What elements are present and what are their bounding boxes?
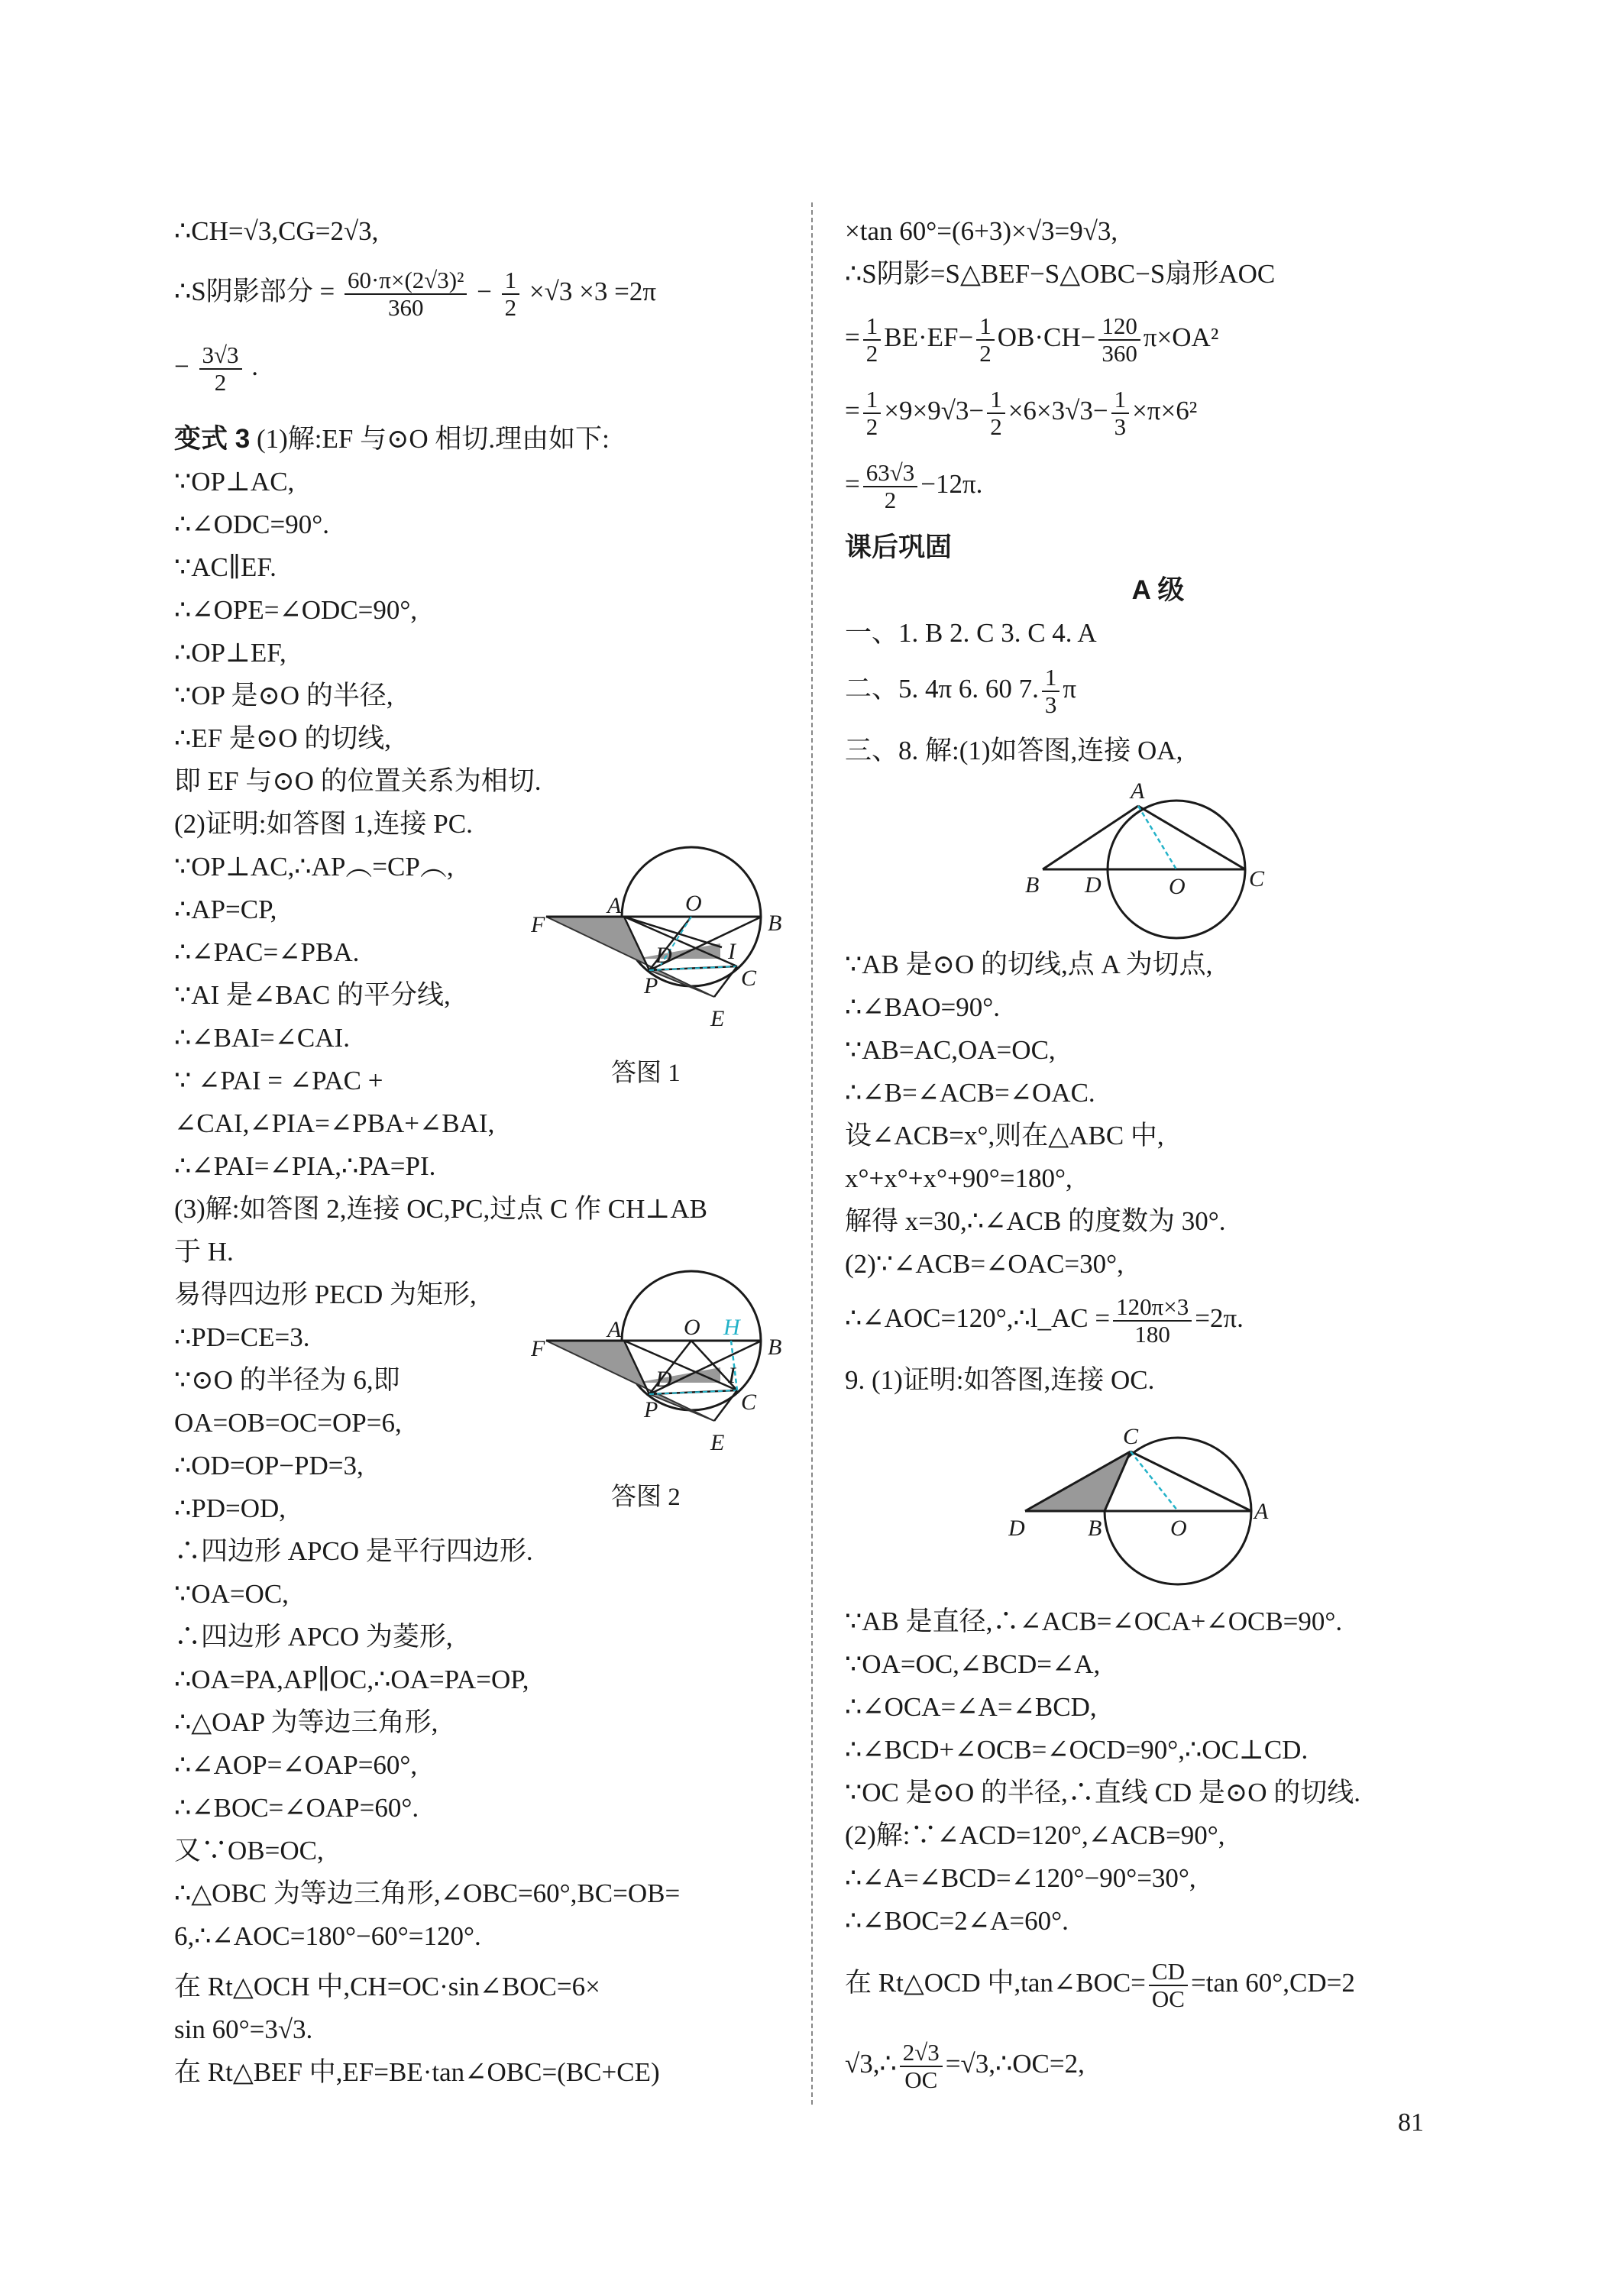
numerator: 1 bbox=[863, 387, 882, 414]
text-line: 解得 x=30,∴∠ACB 的度数为 30°. bbox=[845, 1206, 1226, 1236]
label-f: F bbox=[531, 1336, 545, 1361]
numerator: 1 bbox=[987, 387, 1005, 414]
line-oa bbox=[1138, 806, 1176, 869]
q9-figure bbox=[1008, 1406, 1322, 1589]
label-b: B bbox=[768, 1335, 782, 1360]
fraction bbox=[1111, 387, 1130, 440]
fraction bbox=[863, 460, 918, 513]
denominator: 2 bbox=[979, 340, 992, 367]
text-segment: (1)解:EF 与⊙O 相切.理由如下: bbox=[256, 424, 610, 454]
numerator: 120 bbox=[1098, 313, 1140, 341]
line-ai bbox=[624, 917, 722, 947]
line-ac bbox=[1138, 806, 1245, 869]
numerator: 1 bbox=[1111, 387, 1130, 414]
answers-fill bbox=[845, 665, 1076, 718]
denominator: 2 bbox=[884, 487, 897, 513]
label-o: O bbox=[1170, 1516, 1187, 1541]
fraction bbox=[863, 387, 882, 440]
text-segment: 在 Rt△OCD 中,tan∠BOC= bbox=[845, 1968, 1146, 1998]
denominator: 2 bbox=[865, 413, 878, 440]
text-line: ∵AB 是⊙O 的切线,点 A 为切点, bbox=[845, 950, 1213, 979]
denominator: 360 bbox=[387, 294, 424, 321]
text-line: 6,∴∠AOC=180°−60°=120°. bbox=[174, 1921, 481, 1951]
text-line: ∴△OAP 为等边三角形, bbox=[174, 1707, 438, 1737]
label-h: H bbox=[723, 1315, 740, 1340]
text-line: ∴AP=CP, bbox=[174, 895, 277, 924]
answer-figure-1 bbox=[531, 844, 798, 1035]
text-line: ∴∠ODC=90°. bbox=[174, 510, 329, 539]
formula-line bbox=[845, 387, 1197, 440]
text-line: ∵AB=AC,OA=OC, bbox=[845, 1035, 1056, 1065]
label-d: D bbox=[1008, 1516, 1025, 1541]
text-line: ∴四边形 APCO 是平行四边形. bbox=[174, 1536, 533, 1566]
oc-formula bbox=[845, 2040, 1085, 2093]
column-divider bbox=[811, 202, 813, 2105]
formula-continuation bbox=[174, 342, 258, 396]
text-line: ∴四边形 APCO 为菱形, bbox=[174, 1622, 453, 1652]
text-line: ∴PD=CE=3. bbox=[174, 1322, 310, 1352]
label-c: C bbox=[741, 1390, 757, 1415]
denominator: OC bbox=[904, 2066, 938, 2093]
label-a: A bbox=[607, 893, 622, 918]
text-line: ∴∠OPE=∠ODC=90°, bbox=[174, 595, 418, 625]
text-line: 又∵OB=OC, bbox=[174, 1836, 324, 1865]
denominator: 2 bbox=[214, 369, 227, 396]
label-f: F bbox=[531, 912, 545, 937]
text-line: ∴∠BOC=2∠A=60°. bbox=[845, 1906, 1069, 1936]
text-line: ∴PD=OD, bbox=[174, 1493, 286, 1523]
numerator: 1 bbox=[976, 313, 995, 341]
fraction bbox=[345, 267, 467, 321]
text-line: ∴∠PAI=∠PIA,∴PA=PI. bbox=[174, 1151, 436, 1181]
text-line: sin 60°=3√3. bbox=[174, 2014, 313, 2044]
line-oc bbox=[1131, 1451, 1178, 1511]
text-segment: = bbox=[845, 396, 860, 426]
text-line: ∵AI 是∠BAC 的平分线, bbox=[174, 980, 451, 1010]
text-line: ∵⊙O 的半径为 6,即 bbox=[174, 1365, 400, 1395]
label-a: A bbox=[1131, 778, 1145, 804]
text-line: x°+x°+x°+90°=180°, bbox=[845, 1163, 1072, 1193]
denominator: 2 bbox=[990, 413, 1002, 440]
variant-3-heading bbox=[174, 422, 610, 457]
tan-formula bbox=[845, 1959, 1355, 2012]
text-segment: . bbox=[251, 351, 259, 382]
fraction bbox=[199, 342, 242, 396]
label-c: C bbox=[1123, 1424, 1139, 1449]
label-e: E bbox=[710, 1006, 725, 1031]
text-segment: −12π. bbox=[920, 469, 983, 500]
text-segment: ×6×3√3− bbox=[1008, 396, 1108, 426]
label-i: I bbox=[728, 939, 736, 964]
formula-line bbox=[845, 313, 1218, 367]
fraction bbox=[1098, 313, 1140, 367]
label-o: O bbox=[1169, 874, 1186, 899]
denominator: 360 bbox=[1102, 340, 1137, 367]
variant-label: 变式 3 bbox=[174, 424, 251, 454]
text-segment: ×π×6² bbox=[1132, 396, 1198, 426]
answers-choice: 一、1. B 2. C 3. C 4. A bbox=[845, 618, 1097, 648]
label-e: E bbox=[710, 1430, 725, 1455]
label-d: D bbox=[655, 1367, 672, 1392]
answer-figure-2 bbox=[531, 1268, 798, 1467]
text-segment: ∴S阴影部分 = bbox=[174, 277, 335, 307]
text-segment: =2π. bbox=[1195, 1303, 1244, 1334]
denominator: 2 bbox=[504, 294, 517, 321]
denominator: 3 bbox=[1044, 691, 1057, 718]
text-line: (2)解:∵∠ACD=120°,∠ACB=90°, bbox=[845, 1820, 1225, 1850]
arc-length-formula bbox=[845, 1294, 1244, 1348]
page-number: 81 bbox=[1398, 2108, 1424, 2137]
label-d: D bbox=[655, 943, 672, 968]
numerator: 1 bbox=[502, 267, 520, 295]
text-segment: =tan 60°,CD=2 bbox=[1191, 1968, 1355, 1998]
text-line: 易得四边形 PECD 为矩形, bbox=[174, 1280, 477, 1309]
label-o: O bbox=[685, 891, 702, 916]
text-line: ×tan 60°=(6+3)×√3=9√3, bbox=[845, 216, 1118, 246]
text-segment: BE·EF− bbox=[884, 322, 974, 353]
text-line: ∴∠A=∠BCD=∠120°−90°=30°, bbox=[845, 1863, 1196, 1893]
shaded-area-formula bbox=[174, 267, 656, 321]
numerator: 1 bbox=[1042, 665, 1060, 692]
text-line: ∵ ∠PAI = ∠PAC + bbox=[174, 1066, 383, 1095]
label-c: C bbox=[741, 966, 757, 991]
text-line: ∴∠PAC=∠PBA. bbox=[174, 937, 360, 967]
numerator: 120π×3 bbox=[1113, 1294, 1192, 1322]
text-segment: = bbox=[845, 469, 860, 500]
label-i: I bbox=[728, 1363, 736, 1388]
fraction bbox=[863, 313, 882, 367]
text-line: ∵OP⊥AC, bbox=[174, 467, 295, 497]
line-ab bbox=[1043, 806, 1138, 869]
text-line: ∴△OBC 为等边三角形,∠OBC=60°,BC=OB= bbox=[174, 1878, 681, 1908]
numerator: 3√3 bbox=[199, 342, 242, 370]
numerator: 63√3 bbox=[863, 460, 918, 487]
denominator: 180 bbox=[1134, 1321, 1170, 1348]
text-line: (2)∵∠ACB=∠OAC=30°, bbox=[845, 1249, 1124, 1279]
text-line: 三、8. 解:(1)如答图,连接 OA, bbox=[845, 736, 1183, 765]
text-segment: π bbox=[1063, 674, 1077, 704]
text-line: ∵OA=OC,∠BCD=∠A, bbox=[845, 1649, 1101, 1679]
denominator: 2 bbox=[865, 340, 878, 367]
fraction bbox=[900, 2040, 943, 2093]
line-ca bbox=[1131, 1451, 1251, 1511]
text-line: 即 EF 与⊙O 的位置关系为相切. bbox=[174, 766, 542, 796]
text-line: ∵OC 是⊙O 的半径,∴直线 CD 是⊙O 的切线. bbox=[845, 1778, 1360, 1807]
denominator: 3 bbox=[1114, 413, 1127, 440]
section-heading: 课后巩固 bbox=[845, 532, 953, 562]
numerator: 60·π×(2√3)² bbox=[345, 267, 467, 295]
figure-2-caption: 答图 2 bbox=[611, 1484, 681, 1511]
text-line: ∵OP⊥AC,∴AP︵=CP︵, bbox=[174, 852, 454, 882]
text-segment: π×OA² bbox=[1143, 322, 1219, 353]
label-p: P bbox=[644, 973, 658, 998]
text-line: ∴∠B=∠ACB=∠OAC. bbox=[845, 1078, 1095, 1108]
text-line: ∴∠BAI=∠CAI. bbox=[174, 1023, 350, 1053]
label-a: A bbox=[607, 1317, 622, 1342]
text-line: ∴∠OCA=∠A=∠BCD, bbox=[845, 1692, 1097, 1722]
text-segment: 二、5. 4π 6. 60 7. bbox=[845, 674, 1039, 704]
text-segment: ×√3 ×3 =2π bbox=[529, 277, 657, 307]
text-line: ∴OD=OP−PD=3, bbox=[174, 1451, 364, 1480]
label-p: P bbox=[644, 1397, 658, 1422]
label-o: O bbox=[684, 1315, 700, 1340]
text-line: ∴OP⊥EF, bbox=[174, 638, 286, 668]
text-line: ∴OA=PA,AP∥OC,∴OA=PA=OP, bbox=[174, 1665, 529, 1694]
text-line: OA=OB=OC=OP=6, bbox=[174, 1408, 402, 1438]
q9-heading: 9. (1)证明:如答图,连接 OC. bbox=[845, 1365, 1155, 1395]
fraction bbox=[1042, 665, 1060, 718]
text-line: ∵OA=OC, bbox=[174, 1579, 289, 1609]
text-segment: =√3,∴OC=2, bbox=[945, 2049, 1085, 2079]
text-line: (2)证明:如答图 1,连接 PC. bbox=[174, 809, 473, 839]
text-line: 于 H. bbox=[174, 1237, 234, 1267]
text-segment: ×9×9√3− bbox=[884, 396, 985, 426]
numerator: CD bbox=[1149, 1959, 1188, 1986]
fraction bbox=[987, 387, 1005, 440]
text-line: 设∠ACB=x°,则在△ABC 中, bbox=[845, 1121, 1164, 1150]
label-b: B bbox=[1025, 872, 1040, 898]
text-line: ∴∠BAO=90°. bbox=[845, 992, 1000, 1022]
fraction bbox=[976, 313, 995, 367]
text-line: ∴∠BOC=∠OAP=60°. bbox=[174, 1793, 419, 1823]
text-segment: − bbox=[477, 277, 492, 307]
label-b: B bbox=[1088, 1516, 1102, 1541]
level-heading: A 级 bbox=[1131, 575, 1185, 605]
text-line: (3)解:如答图 2,连接 OC,PC,过点 C 作 CH⊥AB bbox=[174, 1194, 707, 1224]
text-segment: OB·CH− bbox=[997, 322, 1096, 353]
q8-figure bbox=[1016, 772, 1314, 940]
fraction bbox=[1149, 1959, 1188, 2012]
text-line: 在 Rt△BEF 中,EF=BE·tan∠OBC=(BC+CE) bbox=[174, 2057, 660, 2087]
text-line: ∴S阴影=S△BEF−S△OBC−S扇形AOC bbox=[845, 259, 1276, 289]
label-d: D bbox=[1085, 872, 1102, 898]
text-line: ∵AB 是直径,∴∠ACB=∠OCA+∠OCB=90°. bbox=[845, 1607, 1343, 1636]
label-c: C bbox=[1249, 866, 1265, 891]
fraction bbox=[1113, 1294, 1192, 1348]
text-segment: √3,∴ bbox=[845, 2049, 897, 2079]
text-line: ∵AC∥EF. bbox=[174, 552, 277, 582]
fraction bbox=[502, 267, 520, 321]
text-line: ∴CH=√3,CG=2√3, bbox=[174, 216, 379, 246]
figure-1-caption: 答图 1 bbox=[611, 1060, 681, 1087]
numerator: 1 bbox=[863, 313, 882, 341]
text-line: 在 Rt△OCH 中,CH=OC·sin∠BOC=6× bbox=[174, 1972, 600, 2001]
text-line: ∵OP 是⊙O 的半径, bbox=[174, 681, 393, 710]
text-line: ∴∠AOP=∠OAP=60°, bbox=[174, 1750, 418, 1780]
text-segment: = bbox=[845, 322, 860, 353]
text-segment: − bbox=[174, 351, 189, 382]
text-line: ∴EF 是⊙O 的切线, bbox=[174, 723, 391, 753]
numerator: 2√3 bbox=[900, 2040, 943, 2067]
denominator: OC bbox=[1151, 1985, 1185, 2012]
label-b: B bbox=[768, 911, 782, 936]
text-line: ∴∠BCD+∠OCB=∠OCD=90°,∴OC⊥CD. bbox=[845, 1735, 1309, 1765]
label-a: A bbox=[1254, 1499, 1269, 1524]
text-line: ∠CAI,∠PIA=∠PBA+∠BAI, bbox=[174, 1108, 495, 1138]
text-segment: ∴∠AOC=120°,∴l_AC = bbox=[845, 1303, 1111, 1334]
formula-line bbox=[845, 460, 982, 513]
